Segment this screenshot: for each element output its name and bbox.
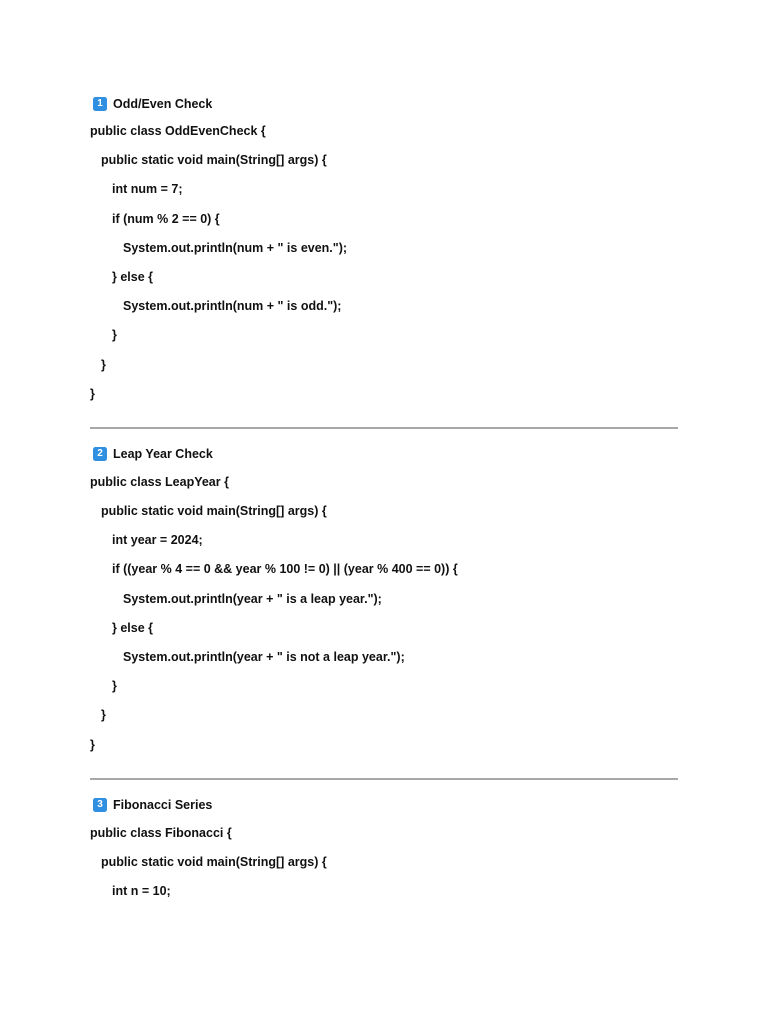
section-odd-even (90, 90, 678, 409)
section-heading (90, 792, 678, 819)
code-line: } else { (112, 620, 154, 635)
code-line: } (90, 737, 95, 752)
code-line: } (90, 386, 95, 401)
code-line: System.out.println(year + " is not a leap year."); (123, 650, 405, 664)
section-title: Fibonacci Series (113, 798, 213, 813)
code-line: int n = 10; (112, 884, 171, 899)
section-heading (90, 441, 678, 468)
code-line: } (112, 679, 117, 694)
code-line: public static void main(String[] args) { (101, 504, 327, 519)
code-line: } else { (112, 269, 154, 284)
code-line: } (112, 328, 117, 343)
code-line: public class LeapYear { (90, 474, 229, 489)
code-line: System.out.println(num + " is odd."); (123, 299, 342, 314)
section-divider (90, 778, 678, 780)
code-line: public static void main(String[] args) { (101, 854, 327, 869)
code-line: if ((year % 4 == 0 && year % 100 != 0) || (year % 400 == 0)) { (112, 562, 458, 577)
code-line: if (num % 2 == 0) { (112, 211, 220, 226)
code-line: public static void main(String[] args) { (101, 153, 327, 168)
number-badge-icon: 1 (93, 97, 107, 111)
document-page (90, 90, 678, 906)
section-title: Odd/Even Check (113, 96, 213, 111)
code-line: public class Fibonacci { (90, 825, 232, 840)
code-line: System.out.println(num + " is even."); (123, 240, 348, 255)
code-line: } (101, 357, 106, 372)
section-fibonacci (90, 792, 678, 907)
code-line: int year = 2024; (112, 533, 203, 548)
section-leap-year (90, 441, 678, 760)
code-line: System.out.println(year + " is a leap year."); (123, 591, 382, 606)
code-line: public class OddEvenCheck { (90, 124, 266, 138)
number-badge-icon: 3 (93, 798, 107, 812)
number-badge-icon: 2 (93, 447, 107, 461)
code-line: } (101, 708, 106, 723)
code-line: int num = 7; (112, 182, 183, 197)
section-divider (90, 427, 678, 429)
section-title: Leap Year Check (113, 447, 213, 462)
section-heading (90, 90, 678, 117)
